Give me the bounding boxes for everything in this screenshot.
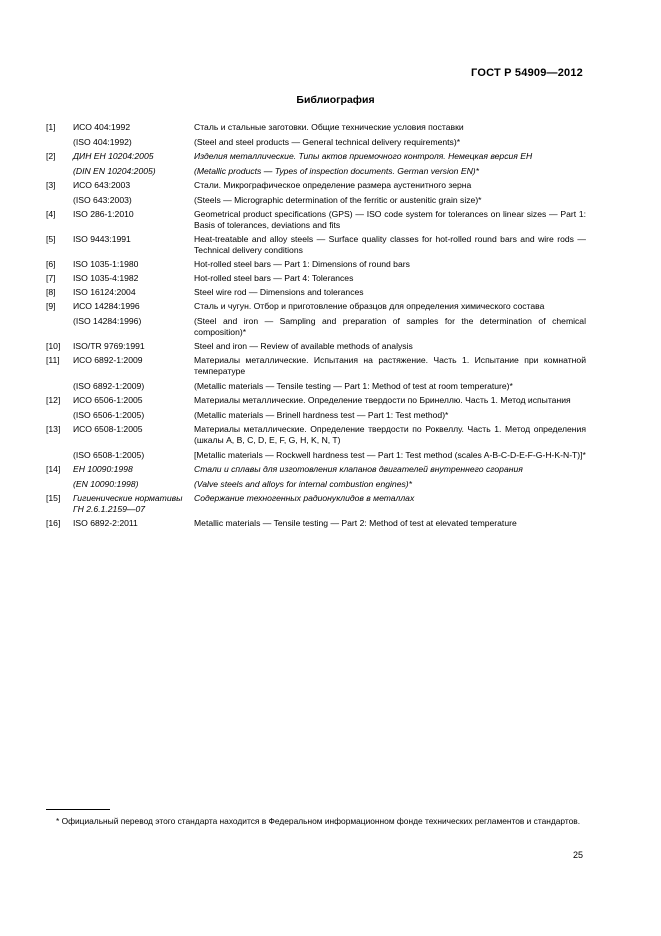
entry-number: [12]: [46, 395, 61, 405]
entry-number: [11]: [46, 355, 60, 365]
entry-number: [5]: [46, 234, 56, 244]
bibliography-entry: [46, 234, 586, 256]
entry-code: ISO 1035-4:1982: [73, 273, 139, 283]
entry-title: Материалы металлические. Испытания на растяжение. Часть 1. Испытание при комнатной температуре: [194, 355, 586, 376]
entry-title: Стали. Микрографическое определение размера аустенитного зерна: [194, 180, 472, 190]
entry-title: (Metallic materials — Brinell hardness test — Part 1: Test method)*: [194, 410, 449, 420]
entry-code: ДИН ЕН 10204:2005: [73, 151, 154, 161]
entry-title: Steel and iron — Review of available methods of analysis: [194, 341, 413, 351]
footnote-divider: [46, 809, 110, 810]
entry-code: (DIN EN 10204:2005): [73, 166, 156, 176]
entry-number: [1]: [46, 122, 56, 132]
entry-number: [10]: [46, 341, 61, 351]
entry-number: [16]: [46, 518, 61, 528]
bibliography-entry: [46, 287, 586, 298]
bibliography-entry-translation: [46, 166, 586, 177]
entry-code: ИСО 404:1992: [73, 122, 131, 132]
page-title: Библиография: [296, 94, 375, 106]
entry-title: Heat-treatable and alloy steels — Surface quality classes for hot-rolled round bars and wire rods — Technical delivery conditions: [194, 234, 586, 255]
entry-number: [6]: [46, 259, 56, 269]
entry-code: (ISO 14284:1996): [73, 316, 142, 326]
standard-header: ГОСТ Р 54909—2012: [471, 67, 583, 79]
entry-title: (Metallic materials — Tensile testing — Part 1: Method of test at room temperature)*: [194, 381, 513, 391]
entry-code: (ISO 6508-1:2005): [73, 450, 145, 460]
entry-number: [2]: [46, 151, 56, 161]
entry-title: Сталь и стальные заготовки. Общие технические условия поставки: [194, 122, 464, 132]
entry-code: ИСО 6506-1:2005: [73, 395, 143, 405]
entry-title: Содержание техногенных радионуклидов в металлах: [194, 493, 415, 503]
bibliography-entry-translation: [46, 410, 586, 421]
bibliography-entry: [46, 518, 586, 529]
bibliography-entry: [46, 464, 586, 475]
bibliography-entry-translation: [46, 381, 586, 392]
entry-code: (EN 10090:1998): [73, 479, 139, 489]
entry-code: ИСО 6892-1:2009: [73, 355, 143, 365]
entry-number: [8]: [46, 287, 56, 297]
entry-title: Стали и сплавы для изготовления клапанов двигателей внутреннего сгорания: [194, 464, 523, 474]
entry-number: [14]: [46, 464, 61, 474]
entry-code: ISO 6892-2:2011: [73, 518, 138, 528]
entry-code: ISO/TR 9769:1991: [73, 341, 145, 351]
bibliography-entry: [46, 180, 586, 191]
entry-title: Steel wire rod — Dimensions and tolerances: [194, 287, 364, 297]
entry-code: (ISO 404:1992): [73, 137, 132, 147]
bibliography-entry-translation: [46, 479, 586, 490]
bibliography-entry-translation: [46, 316, 586, 338]
entry-code: (ISO 6506-1:2005): [73, 410, 145, 420]
entry-title: Материалы металлические. Определение твердости по Роквеллу. Часть 1. Метод определения (шкалы A, B, C, D, E, F, G, H, K, N, T): [194, 424, 586, 445]
entry-title: (Steel and iron — Sampling and preparation of samples for the determination of chemical composition)*: [194, 316, 586, 337]
entry-title: (Metallic products — Types of inspection documents. German version EN)*: [194, 166, 479, 176]
entry-title: Материалы металлические. Определение твердости по Бринеллю. Часть 1. Метод испытания: [194, 395, 571, 405]
entry-code: Гигиенические нормативы ГН 2.6.1.2159—07: [73, 493, 183, 514]
entry-title: Metallic materials — Tensile testing — Part 2: Method of test at elevated temperature: [194, 518, 517, 528]
entry-title: (Valve steels and alloys for internal combustion engines)*: [194, 479, 412, 489]
entry-number: [7]: [46, 273, 56, 283]
bibliography-entry-translation: [46, 195, 586, 206]
bibliography-entry: [46, 151, 586, 162]
entry-code: ISO 9443:1991: [73, 234, 131, 244]
entry-title: Geometrical product specifications (GPS) — ISO code system for tolerances on linear sizes — Part 1: Basis of tolerances, deviations and fits: [194, 209, 586, 230]
bibliography-entry: [46, 259, 586, 270]
bibliography-entry: [46, 424, 586, 446]
entry-number: [13]: [46, 424, 61, 434]
bibliography-entry: [46, 209, 586, 231]
page-number: 25: [572, 850, 583, 860]
entry-title: Изделия металлические. Типы актов приемочного контроля. Немецкая версия ЕН: [194, 151, 533, 161]
entry-code: ИСО 14284:1996: [73, 301, 140, 311]
bibliography-list: [46, 122, 586, 532]
entry-code: (ISO 6892-1:2009): [73, 381, 145, 391]
bibliography-entry: [46, 122, 586, 133]
entry-title: (Steels — Micrographic determination of the ferritic or austenitic grain size)*: [194, 195, 482, 205]
bibliography-entry-translation: [46, 137, 586, 148]
entry-number: [4]: [46, 209, 56, 219]
entry-code: ISO 16124:2004: [73, 287, 136, 297]
entry-code: ЕН 10090:1998: [73, 464, 133, 474]
entry-code: ISO 286-1:2010: [73, 209, 134, 219]
entry-number: [9]: [46, 301, 56, 311]
entry-title: Hot-rolled steel bars — Part 1: Dimensions of round bars: [194, 259, 410, 269]
bibliography-entry: [46, 493, 586, 515]
entry-code: ИСО 6508-1:2005: [73, 424, 143, 434]
bibliography-entry: [46, 355, 586, 377]
entry-code: ИСО 643:2003: [73, 180, 131, 190]
entry-title: Сталь и чугун. Отбор и приготовление образцов для определения химического состава: [194, 301, 545, 311]
entry-code: (ISO 643:2003): [73, 195, 132, 205]
entry-code: ISO 1035-1:1980: [73, 259, 139, 269]
entry-title: [Metallic materials — Rockwell hardness test — Part 1: Test method (scales A-B-C-D-E-F-G-H-K-N-T)]*: [194, 450, 586, 460]
entry-number: [3]: [46, 180, 56, 190]
bibliography-entry-translation: [46, 450, 586, 461]
footnote: * Официальный перевод этого стандарта находится в Федеральном информационном фонде технических регламентов и стандартов.: [56, 816, 581, 826]
entry-title: Hot-rolled steel bars — Part 4: Tolerances: [194, 273, 354, 283]
bibliography-entry: [46, 341, 586, 352]
entry-number: [15]: [46, 493, 61, 503]
entry-title: (Steel and steel products — General technical delivery requirements)*: [194, 137, 461, 147]
bibliography-entry: [46, 301, 586, 312]
bibliography-entry: [46, 273, 586, 284]
bibliography-entry: [46, 395, 586, 406]
